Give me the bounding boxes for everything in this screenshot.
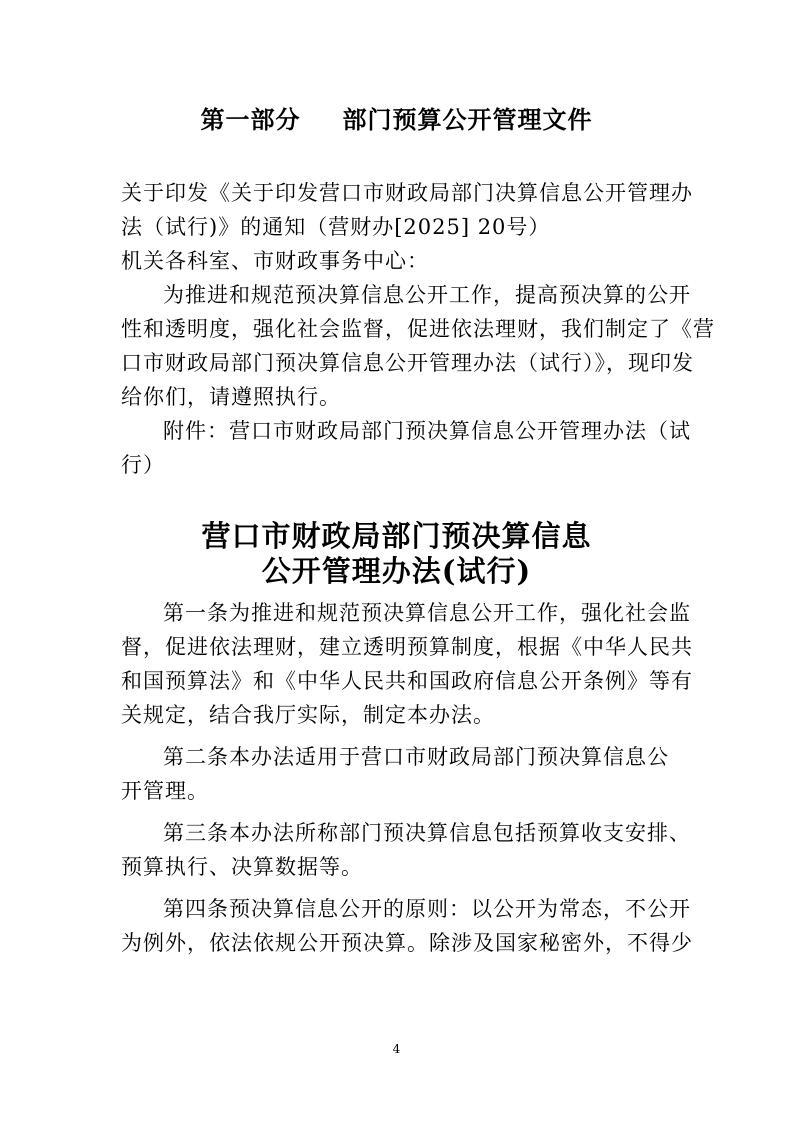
- article-line: 关规定，结合我厅实际，制定本办法。: [121, 703, 495, 727]
- part-heading-right: 部门预算公开管理文件: [342, 106, 593, 134]
- article-line: 督，促进依法理财，建立透明预算制度，根据《中华人民共: [121, 635, 693, 659]
- notice-attachment-line: 行）: [121, 453, 165, 477]
- notice-body-line: 口市财政局部门预决算信息公开管理办法（试行）》，现印发: [121, 351, 694, 375]
- article-line: 和国预算法》和《中华人民共和国政府信息公开条例》等有: [121, 669, 693, 693]
- article-line: 第四条预决算信息公开的原则：以公开为常态，不公开: [163, 897, 691, 921]
- notice-body-line: 性和透明度，强化社会监督，促进依法理财，我们制定了《营: [121, 317, 715, 341]
- article-line: 为例外，依法依规公开预决算。除涉及国家秘密外，不得少: [121, 931, 693, 955]
- notice-body-line: 给你们，请遵照执行。: [121, 385, 341, 409]
- notice-title-line: 关于印发《关于印发营口市财政局部门决算信息公开管理办: [121, 181, 693, 205]
- notice-section: [121, 176, 715, 482]
- part-heading-left: 第一部分: [200, 106, 301, 134]
- notice-title-line: 法（试行)》的通知（营财办[2025] 20号）: [121, 215, 551, 239]
- part-heading: [0, 100, 793, 135]
- article-line: 第三条本办法所称部门预决算信息包括预算收支安排、: [163, 821, 691, 845]
- notice-body-line: 为推进和规范预决算信息公开工作，提高预决算的公开: [163, 283, 691, 307]
- article-line: 第二条本办法适用于营口市财政局部门预决算信息公: [163, 745, 669, 769]
- page-number: 4: [392, 1042, 401, 1056]
- document-title-line2: 公开管理办法(试行): [261, 554, 532, 588]
- article-line: 开管理。: [121, 779, 209, 803]
- notice-attachment-line: 附件：营口市财政局部门预决算信息公开管理办法（试: [163, 419, 691, 443]
- articles-section: [121, 596, 693, 960]
- article-line: 第一条为推进和规范预决算信息公开工作，强化社会监: [163, 601, 691, 625]
- document-title: [0, 519, 793, 589]
- document-title-line1: 营口市财政局部门预决算信息: [201, 519, 592, 553]
- notice-addressee: 机关各科室、市财政事务中心：: [121, 249, 429, 273]
- article-line: 预算执行、决算数据等。: [121, 855, 363, 879]
